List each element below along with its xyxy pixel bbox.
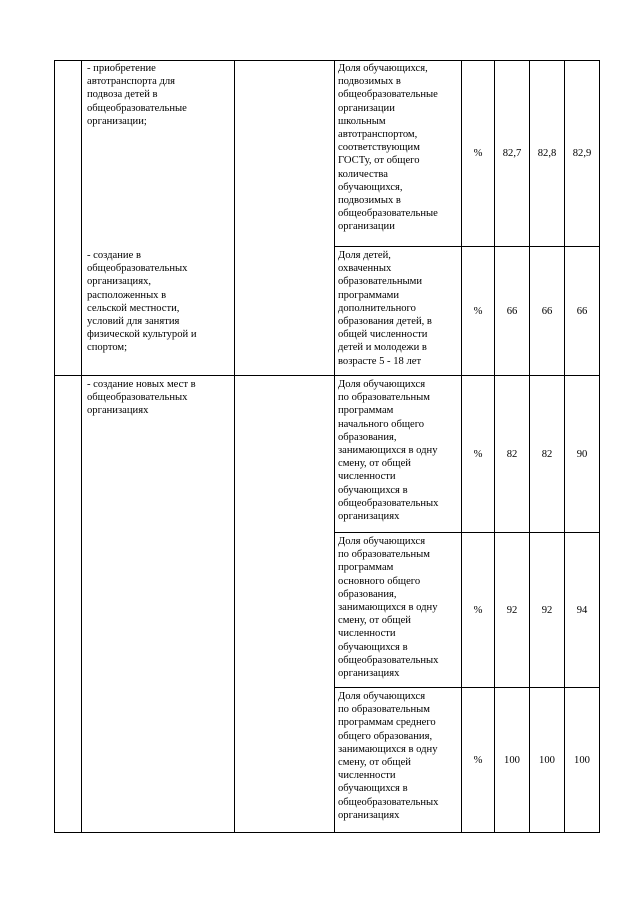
action-text: - создание новых мест в общеобразовательных организациях [87,379,196,417]
value-year1: 66 [506,306,518,317]
indicator-text: Доля обучающихся по образовательным программам основного общего образования, занимающихся в одну смену, от общей численности обучающихся в общеобразовательных организациях [338,536,439,680]
value-year2: 66 [541,306,553,317]
value-year3: 66 [576,306,588,317]
table-border-bottom [54,832,600,833]
column-divider [529,60,530,832]
value-year3: 90 [576,449,588,460]
value-year1: 100 [504,755,520,766]
unit-cell: % [473,605,483,616]
indicator-text: Доля детей, охваченных образовательными программами дополнительного образования детей, в общей численности детей и молодежи в возрасте 5 - 18 лет [338,250,432,367]
unit-cell: % [473,755,483,766]
column-divider [564,60,565,832]
unit-cell: % [473,306,483,317]
value-year3: 82,9 [572,148,592,159]
row-divider [334,687,600,688]
table-border-top [54,60,600,61]
row-divider [54,375,600,376]
indicator-text: Доля обучающихся по образовательным программам начального общего образования, занимающихся в одну смену, от общей численности обучающихся в общеобразовательных организациях [338,379,439,523]
unit-cell: % [473,449,483,460]
value-year3: 100 [574,755,590,766]
value-year2: 92 [541,605,553,616]
column-divider [461,60,462,832]
row-divider [334,246,600,247]
indicator-text: Доля обучающихся, подвозимых в общеобразовательные организации школьным автотранспортом, соответствующим ГОСТу, от общего количества обучающихся, подвозимых в общеобразовательные организации [338,63,438,233]
table-border-left [54,60,55,832]
value-year1: 82,7 [502,148,522,159]
unit-cell: % [473,148,483,159]
action-text: - приобретение автотранспорта для подвоза детей в общеобразовательные организации; [87,63,187,127]
value-year3: 94 [576,605,588,616]
value-year2: 82,8 [537,148,557,159]
indicator-text: Доля обучающихся по образовательным программам среднего общего образования, занимающихся в одну смену, от общей численности обучающихся в общеобразовательных организациях [338,691,439,821]
action-text: - создание в общеобразовательных организациях, расположенных в сельской местности, условий для занятия физической культурой и спортом; [87,250,197,354]
table-border-right [599,60,600,832]
column-divider [234,60,235,832]
value-year2: 100 [539,755,555,766]
row-divider [334,532,600,533]
column-divider [494,60,495,832]
value-year2: 82 [541,449,553,460]
column-divider [81,60,82,832]
column-divider [334,60,335,832]
value-year1: 82 [506,449,518,460]
value-year1: 92 [506,605,518,616]
